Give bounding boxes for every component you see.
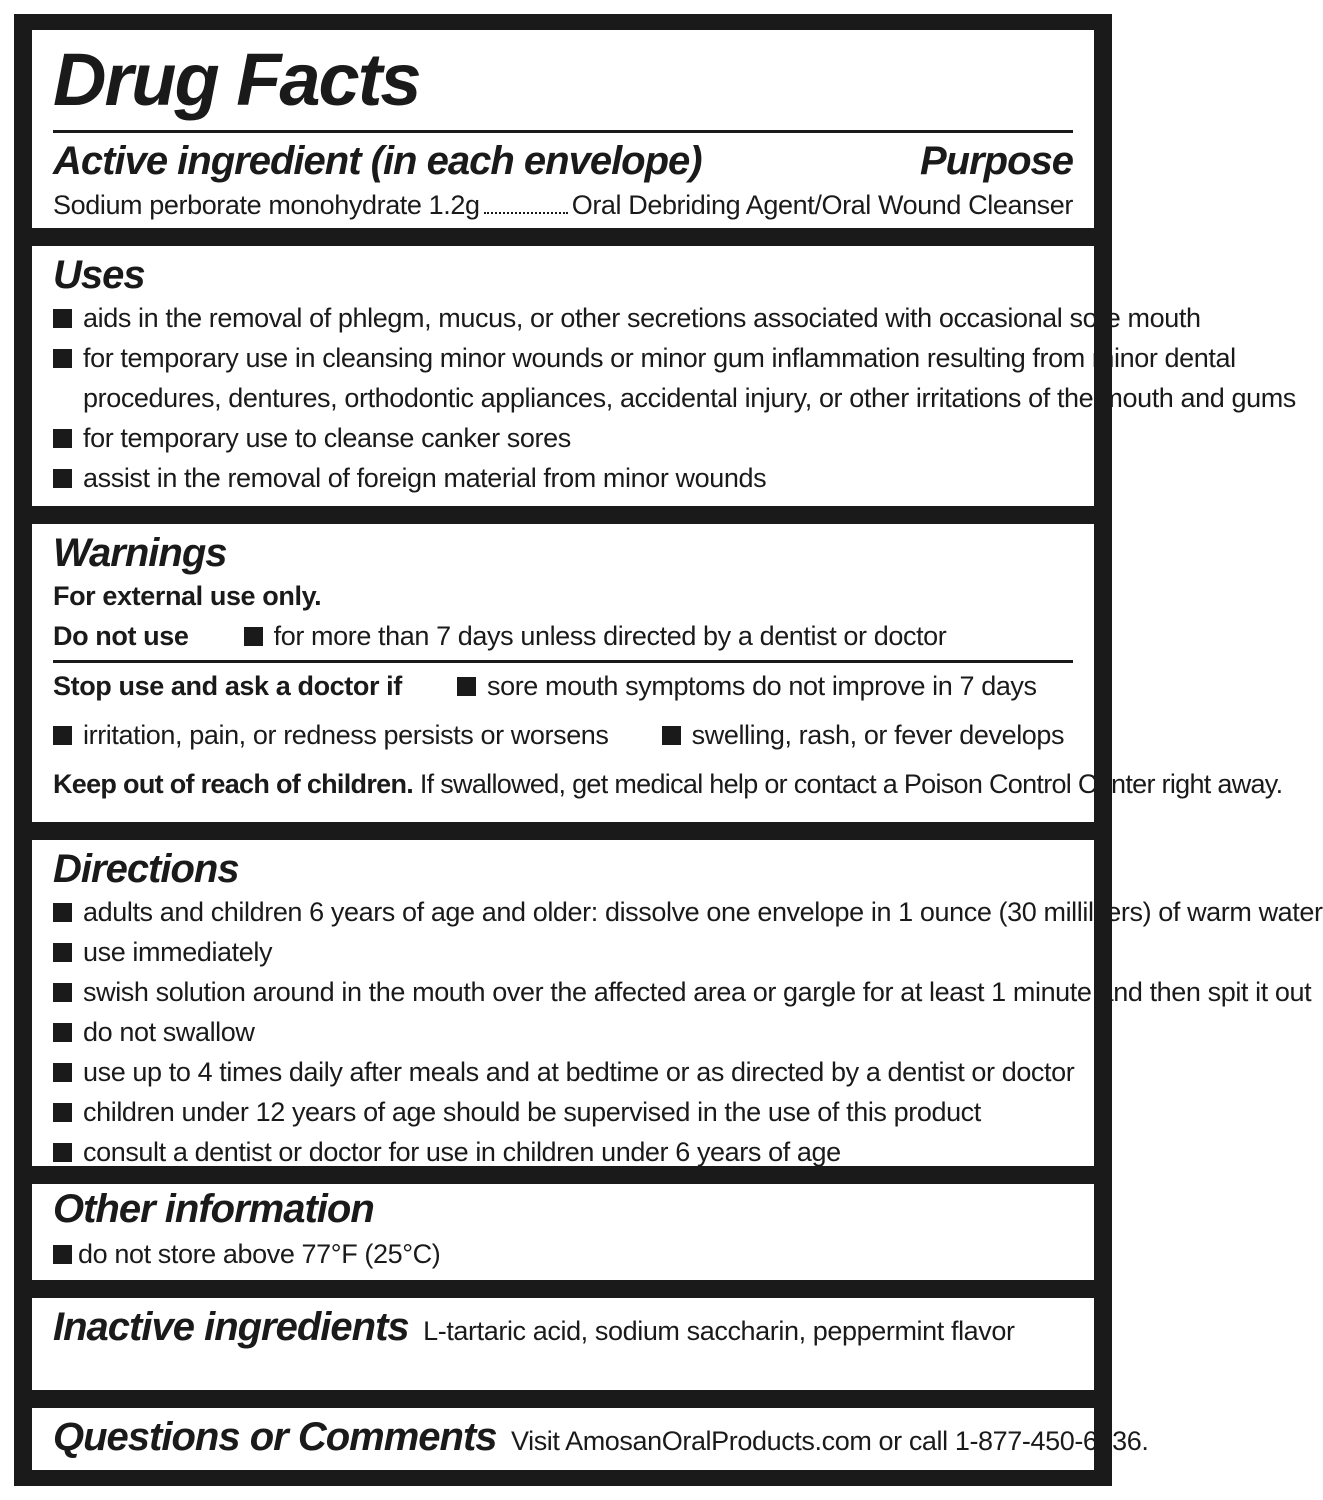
external-use-text: For external use only. xyxy=(53,581,322,611)
uses-heading: Uses xyxy=(53,253,145,297)
bullet-icon xyxy=(53,429,72,448)
active-ingredient-panel xyxy=(32,30,1094,228)
warnings-heading: Warnings xyxy=(53,531,227,575)
list-item: adults and children 6 years of age and older: dissolve one envelope in 1 ounce (30 milliliters) of warm water xyxy=(53,892,1073,932)
bullet-icon xyxy=(53,1023,72,1042)
do-not-use-row xyxy=(53,616,1073,656)
active-ingredient-heading: Active ingredient (in each envelope) xyxy=(53,139,702,183)
keep-out-text: If swallowed, get medical help or contact a Poison Control Center right away. xyxy=(413,769,1283,799)
bullet-icon xyxy=(53,1143,72,1162)
bullet-icon xyxy=(53,983,72,1002)
inactive-ingredients-row xyxy=(53,1304,1015,1351)
bullet-icon xyxy=(53,309,72,328)
ingredient-row xyxy=(53,188,1073,222)
drug-facts-label xyxy=(14,14,1323,1486)
bullet-icon xyxy=(53,943,72,962)
list-item: use up to 4 times daily after meals and at bedtime or as directed by a dentist or doctor xyxy=(53,1052,1073,1092)
questions-row xyxy=(53,1414,1149,1461)
list-item: swish solution around in the mouth over the affected area or gargle for at least 1 minute and then spit it out xyxy=(53,972,1073,1012)
ingredient-name: Sodium perborate monohydrate 1.2g xyxy=(53,190,480,220)
keep-out-of-reach-row xyxy=(53,764,1283,804)
bullet-icon xyxy=(53,726,72,745)
other-information-panel xyxy=(32,1184,1094,1280)
bullet-icon xyxy=(53,903,72,922)
do-not-use-text: for more than 7 days unless directed by a dentist or doctor xyxy=(273,621,947,651)
title-divider xyxy=(53,130,1073,133)
bullet-icon xyxy=(662,726,681,745)
stop-use-items-row: irritation, pain, or redness persists or worsens swelling, rash, or fever develops xyxy=(53,715,1073,755)
list-item-continuation: procedures, dentures, orthodontic appliances, accidental injury, or other irritations of the mouth and gums xyxy=(83,383,1296,413)
warnings-divider xyxy=(53,660,1073,663)
purpose-heading: Purpose xyxy=(919,139,1073,183)
bullet-icon xyxy=(53,349,72,368)
stop-use-label: Stop use and ask a doctor if xyxy=(53,671,402,701)
list-item: assist in the removal of foreign material from minor wounds xyxy=(53,458,1073,498)
directions-panel xyxy=(32,840,1323,1167)
bullet-icon xyxy=(457,677,476,696)
list-item: consult a dentist or doctor for use in children under 6 years of age xyxy=(53,1132,1073,1172)
other-information-heading: Other information xyxy=(53,1187,374,1231)
uses-panel xyxy=(32,246,1296,506)
stop-use-row: Stop use and ask a doctor if sore mouth symptoms do not improve in 7 days xyxy=(53,671,1037,701)
keep-out-label: Keep out of reach of children. xyxy=(53,769,414,799)
inactive-ingredients-heading: Inactive ingredients xyxy=(53,1305,409,1349)
questions-panel xyxy=(32,1408,1149,1470)
dot-leader xyxy=(484,212,568,214)
bullet-icon xyxy=(53,1063,72,1082)
list-item: do not store above 77°F (25°C) xyxy=(53,1234,1073,1274)
list-item: aids in the removal of phlegm, mucus, or other secretions associated with occasional sore mouth xyxy=(53,298,1073,338)
list-item: children under 12 years of age should be supervised in the use of this product xyxy=(53,1092,1073,1132)
inactive-ingredients-text: L-tartaric acid, sodium saccharin, peppermint flavor xyxy=(423,1316,1015,1346)
list-item: do not swallow xyxy=(53,1012,1073,1052)
bullet-icon xyxy=(244,627,263,646)
list-item: for temporary use to cleanse canker sores xyxy=(53,418,1073,458)
list-item: use immediately xyxy=(53,932,1073,972)
page-title: Drug Facts xyxy=(53,38,420,121)
directions-heading: Directions xyxy=(53,847,239,891)
ingredient-purpose: Oral Debriding Agent/Oral Wound Cleanser xyxy=(571,190,1073,220)
bullet-icon xyxy=(53,469,72,488)
do-not-use-label: Do not use xyxy=(53,621,189,651)
bullet-icon xyxy=(53,1245,72,1264)
questions-heading: Questions or Comments xyxy=(53,1415,497,1459)
warnings-panel xyxy=(32,524,1283,822)
inactive-ingredients-panel xyxy=(32,1298,1094,1390)
bullet-icon xyxy=(53,1103,72,1122)
questions-text: Visit AmosanOralProducts.com or call 1-877-450-6436. xyxy=(510,1426,1149,1456)
list-item: for temporary use in cleansing minor wounds or minor gum inflammation resulting from minor dental xyxy=(53,338,1073,378)
